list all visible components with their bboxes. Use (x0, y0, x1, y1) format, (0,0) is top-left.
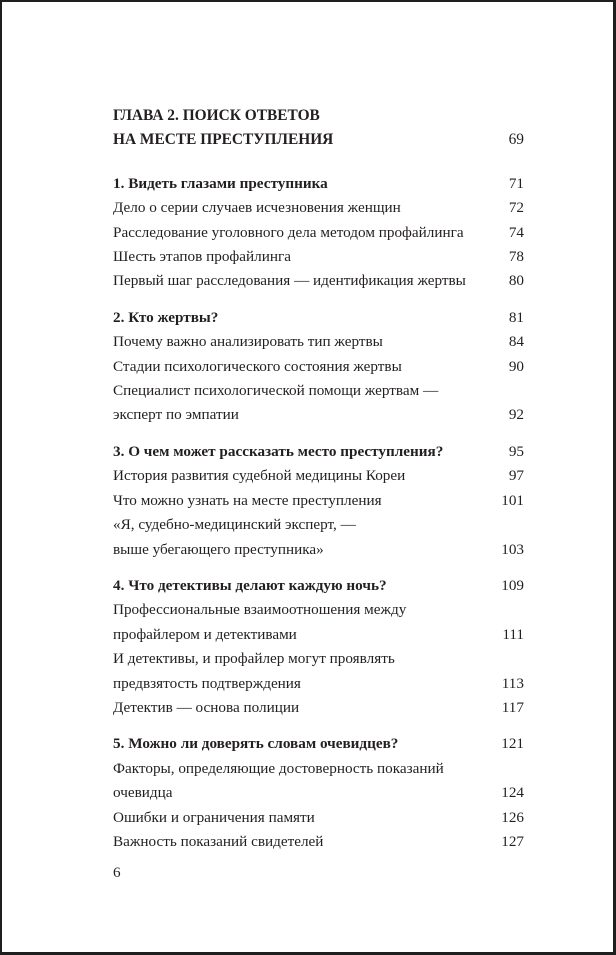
entry-page: 72 (508, 199, 524, 217)
entry-page: 127 (501, 832, 524, 850)
entry-page: 74 (508, 223, 524, 241)
entry-title: Почему важно анализировать тип жертвы (113, 333, 383, 351)
entry-page: 101 (501, 491, 524, 509)
toc-entry (113, 598, 524, 647)
toc-entry (113, 269, 524, 293)
toc-entry (113, 757, 524, 806)
entry-title-line: эксперт по эмпатии (113, 406, 239, 424)
entry-page: 80 (508, 272, 524, 290)
toc-entry (113, 696, 524, 720)
section-heading (113, 732, 524, 756)
entry-title: Что можно узнать на месте преступления (113, 491, 382, 509)
entry-title: Ошибки и ограничения памяти (113, 808, 315, 826)
entry-title-line: выше убегающего преступника» (113, 540, 324, 558)
toc-entry (113, 330, 524, 354)
entry-title-line: профайлером и детективами (113, 625, 297, 643)
entry-page: 84 (508, 333, 524, 351)
toc-entry (113, 647, 524, 696)
toc-entry (113, 806, 524, 830)
entry-title: Важность показаний свидетелей (113, 832, 324, 850)
entry-title-line: «Я, судебно-медицинский эксперт, — (113, 516, 356, 534)
entry-title: Расследование уголовного дела методом профайлинга (113, 223, 464, 241)
section-heading (113, 306, 524, 330)
toc-entry (113, 245, 524, 269)
toc-entry (113, 196, 524, 220)
table-of-contents (113, 104, 524, 854)
entry-page: 90 (508, 357, 524, 375)
entry-page: 97 (508, 467, 524, 485)
toc-entry (113, 830, 524, 854)
section-page: 121 (501, 735, 524, 753)
toc-entry (113, 379, 524, 428)
entry-title-line: Факторы, определяющие достоверность показаний (113, 759, 444, 777)
toc-entry (113, 513, 524, 562)
entry-page: 92 (508, 406, 524, 424)
entry-page: 113 (501, 674, 524, 692)
section-heading (113, 440, 524, 464)
section-title: 5. Можно ли доверять словам очевидцев? (113, 735, 399, 753)
toc-entry (113, 355, 524, 379)
entry-page: 124 (501, 784, 524, 802)
entry-page: 103 (501, 540, 524, 558)
entry-title-line: Специалист психологической помощи жертвам — (113, 382, 439, 400)
entry-title-line: предвзятость подтверждения (113, 674, 301, 692)
toc-entry (113, 464, 524, 488)
entry-page: 117 (501, 698, 524, 716)
entry-title-line: очевидца (113, 784, 173, 802)
section-page: 95 (508, 442, 524, 460)
entry-page: 111 (502, 625, 524, 643)
chapter-page: 69 (508, 131, 524, 149)
entry-title: Детектив — основа полиции (113, 698, 300, 716)
entry-page: 78 (508, 248, 524, 266)
entry-page: 126 (501, 808, 524, 826)
section-page: 81 (508, 308, 524, 326)
entry-title-line: И детективы, и профайлер могут проявлять (113, 650, 395, 668)
page-number: 6 (113, 864, 121, 881)
section-page: 71 (508, 174, 524, 192)
entry-title: Дело о серии случаев исчезновения женщин (113, 199, 401, 217)
section-title: 1. Видеть глазами преступника (113, 174, 328, 192)
section-title: 3. О чем может рассказать место преступления? (113, 442, 444, 460)
entry-title: Стадии психологического состояния жертвы (113, 357, 402, 375)
entry-title: Первый шаг расследования — идентификация жертвы (113, 272, 466, 290)
toc-entry (113, 221, 524, 245)
section-title: 4. Что детективы делают каждую ночь? (113, 576, 387, 594)
entry-title-line: Профессиональные взаимоотношения между (113, 601, 407, 619)
chapter-heading (113, 104, 524, 153)
chapter-title-line: НА МЕСТЕ ПРЕСТУПЛЕНИЯ (113, 131, 334, 149)
chapter-title-line: ГЛАВА 2. ПОИСК ОТВЕТОВ (113, 107, 320, 124)
section-heading (113, 574, 524, 598)
section-heading (113, 172, 524, 196)
section-page: 109 (501, 576, 524, 594)
entry-title: Шесть этапов профайлинга (113, 248, 291, 266)
toc-entry (113, 489, 524, 513)
section-title: 2. Кто жертвы? (113, 308, 219, 326)
entry-title: История развития судебной медицины Кореи (113, 467, 406, 485)
